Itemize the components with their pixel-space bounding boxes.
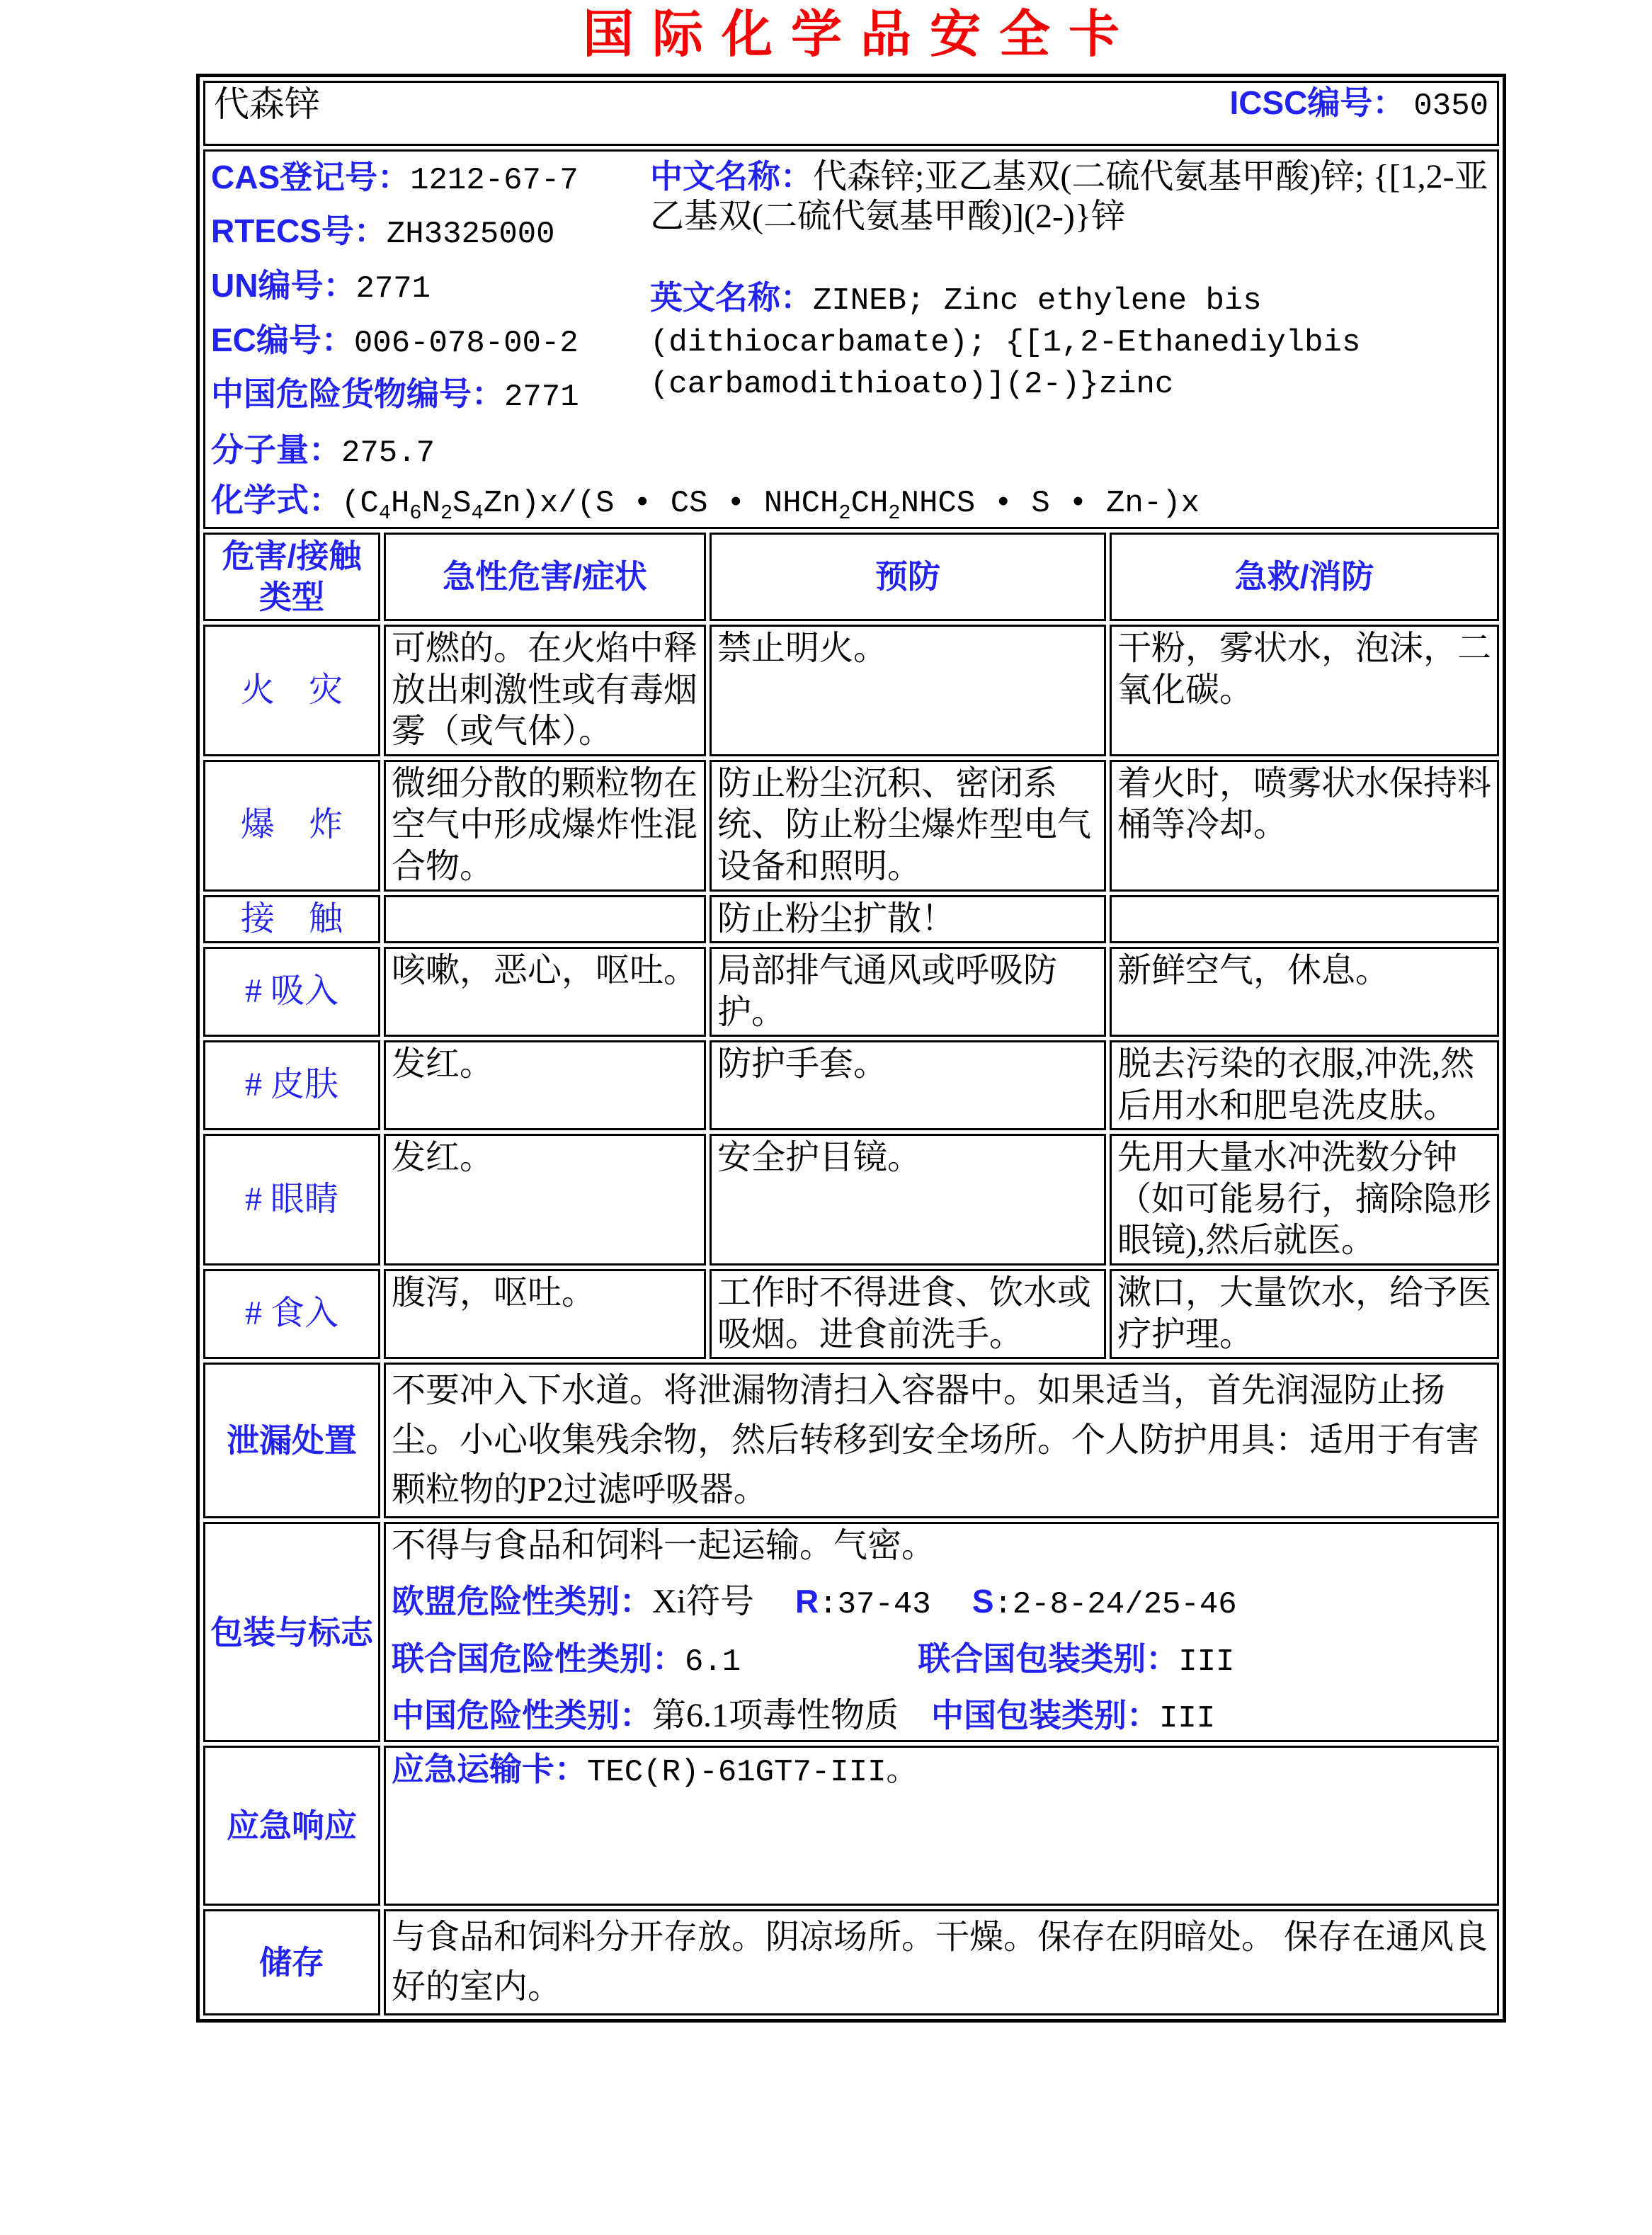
storage-row [203, 1909, 1499, 2015]
cn-pack-group-value: III [1159, 1701, 1216, 1737]
packaging-row [203, 1522, 1499, 1742]
registry-ids [211, 157, 650, 428]
icsc-card [196, 6, 1506, 2023]
explosion-prevention: 防止粉尘沉积、密闭系统、防止粉尘爆炸型电气设备和照明。 [710, 760, 1106, 892]
hazard-type-exposure: 接 触 [203, 895, 380, 944]
packaging-transport-note: 不得与食品和饲料一起运输。气密。 [392, 1527, 936, 1565]
col-header-symptoms: 急性危害/症状 [384, 533, 706, 621]
english-name-label: 英文名称： [650, 278, 813, 316]
cn-dg-line [211, 374, 650, 417]
hazard-type-skin: # 皮肤 [203, 1040, 380, 1130]
eyes-response: 先用大量水冲洗数分钟（如可能易行，摘除隐形眼镜),然后就医。 [1110, 1134, 1499, 1266]
skin-symptoms: 发红。 [384, 1040, 706, 1130]
ec-line [211, 320, 650, 363]
un-value: 2771 [355, 271, 431, 307]
s-phrase-label: S [972, 1582, 994, 1620]
chinese-name-label: 中文名称： [650, 157, 813, 195]
hazard-row-exposure [203, 895, 1499, 944]
identification-section [203, 149, 1499, 530]
chemical-names [650, 157, 1491, 428]
hazard-row-inhalation [203, 947, 1499, 1037]
inhalation-prevention: 局部排气通风或呼吸防护。 [710, 947, 1106, 1037]
fire-prevention: 禁止明火。 [710, 625, 1106, 756]
storage-label: 储存 [203, 1909, 380, 2015]
inhalation-symptoms: 咳嗽，恶心，呕吐。 [384, 947, 706, 1037]
transport-card-label: 应急运输卡： [392, 1750, 587, 1787]
cn-hazard-class-value: 第6.1项毒性物质 [652, 1697, 899, 1735]
explosion-response: 着火时，喷雾状水保持料桶等冷却。 [1110, 760, 1499, 892]
cn-hazard-class-label: 中国危险性类别： [392, 1697, 652, 1734]
english-name-value: ZINEB; Zinc ethylene bis (dithiocarbamate); {[1,2-Ethanediylbis (carbamodithioato)](2-)}zinc [650, 283, 1361, 402]
icsc-table [196, 74, 1506, 2023]
hazard-row-explosion [203, 760, 1499, 892]
ec-value: 006-078-00-2 [353, 325, 579, 361]
un-line [211, 266, 650, 309]
chinese-name-line [650, 157, 1491, 237]
chinese-name-value: 代森锌;亚乙基双(二硫代氨基甲酸)锌; {[1,2-亚乙基双(二硫代氨基甲酸)](2-)}锌 [650, 157, 1488, 236]
ingestion-response: 漱口，大量饮水，给予医疗护理。 [1110, 1269, 1499, 1359]
exposure-symptoms [384, 895, 706, 944]
rtecs-label: RTECS号： [211, 212, 387, 250]
un-pack-group-value: III [1178, 1644, 1235, 1680]
un-class-line [392, 1639, 1491, 1682]
icsc-label: ICSC编号： [1229, 84, 1406, 121]
spill-row [203, 1363, 1499, 1518]
eu-hazard-line [392, 1581, 1491, 1625]
emergency-content [384, 1746, 1499, 1906]
cas-value: 1212-67-7 [410, 162, 579, 198]
hazard-row-skin [203, 1040, 1499, 1130]
hazard-row-eyes [203, 1134, 1499, 1266]
eyes-prevention: 安全护目镜。 [710, 1134, 1106, 1266]
skin-response: 脱去污染的衣服,冲洗,然后用水和肥皂洗皮肤。 [1110, 1040, 1499, 1130]
hazard-type-inhalation: # 吸入 [203, 947, 380, 1037]
substance-name: 代森锌 [214, 84, 320, 124]
transport-card-value: TEC(R)-61GT7-III。 [587, 1754, 918, 1790]
eyes-symptoms: 发红。 [384, 1134, 706, 1266]
un-hazard-class-label: 联合国危险性类别： [392, 1639, 685, 1677]
eu-class-value: Xi符号 [652, 1582, 755, 1620]
packaging-label: 包装与标志 [203, 1522, 380, 1742]
molecular-weight-value: 275.7 [341, 435, 435, 471]
s-phrase-value: :2-8-24/25-46 [993, 1586, 1237, 1622]
eu-class-label: 欧盟危险性类别： [392, 1582, 652, 1620]
molecular-weight-line [211, 430, 1491, 473]
emergency-row [203, 1746, 1499, 1906]
page-title: 国际化学品安全卡 [582, 6, 1138, 63]
cn-pack-group-label: 中国包装类别： [931, 1697, 1160, 1734]
col-header-prevention: 预防 [710, 533, 1106, 621]
substance-band [203, 81, 1499, 146]
cas-label: CAS登记号： [211, 158, 411, 195]
ec-label: EC编号： [211, 321, 354, 358]
chemical-formula-label: 化学式： [211, 481, 341, 518]
spill-label: 泄漏处置 [203, 1363, 380, 1518]
un-hazard-class-value: 6.1 [685, 1644, 741, 1680]
packaging-content [384, 1522, 1499, 1742]
spill-text: 不要冲入下水道。将泄漏物清扫入容器中。如果适当，首先润湿防止扬尘。小心收集残余物，然后转移到安全场所。个人防护用具：适用于有害颗粒物的P2过滤呼吸器。 [384, 1363, 1499, 1518]
col-header-hazard-type: 危害/接触类型 [203, 533, 380, 621]
skin-prevention: 防护手套。 [710, 1040, 1106, 1130]
hazard-type-fire: 火 灾 [203, 625, 380, 756]
hazard-type-ingestion: # 食入 [203, 1269, 380, 1359]
exposure-prevention: 防止粉尘扩散！ [710, 895, 1106, 944]
chemical-formula-line [211, 480, 1491, 526]
hazard-type-explosion: 爆 炸 [203, 760, 380, 892]
rtecs-value: ZH3325000 [386, 217, 555, 253]
rtecs-line [211, 211, 650, 254]
exposure-response [1110, 895, 1499, 944]
inhalation-response: 新鲜空气，休息。 [1110, 947, 1499, 1037]
fire-response: 干粉，雾状水，泡沫，二氧化碳。 [1110, 625, 1499, 756]
cn-class-line [392, 1695, 1491, 1739]
col-header-firstaid: 急救/消防 [1110, 533, 1499, 621]
r-phrase-value: :37-43 [819, 1586, 931, 1622]
chemical-formula-value: $(C_4H_6N_2S_4Zn)x/(S$ • CS • $NHCH_2CH_2NHCS$ • S • Zn-)x [341, 485, 1200, 525]
icsc-number-group [1230, 83, 1489, 126]
molecular-weight-label: 分子量： [211, 431, 341, 468]
english-name-line [650, 278, 1491, 404]
emergency-label: 应急响应 [203, 1746, 380, 1906]
fire-symptoms: 可燃的。在火焰中释放出刺激性或有毒烟雾（或气体）。 [384, 625, 706, 756]
ingestion-prevention: 工作时不得进食、饮水或吸烟。进食前洗手。 [710, 1269, 1106, 1359]
un-pack-group-label: 联合国包装类别： [918, 1639, 1179, 1677]
hazard-type-eyes: # 眼睛 [203, 1134, 380, 1266]
cn-dg-label: 中国危险货物编号： [211, 375, 504, 413]
r-phrase-label: R [795, 1582, 819, 1620]
ingestion-symptoms: 腹泻，呕吐。 [384, 1269, 706, 1359]
storage-text: 与食品和饲料分开存放。阴凉场所。干燥。保存在阴暗处。 保存在通风良好的室内。 [384, 1909, 1499, 2015]
cas-line [211, 157, 650, 200]
cn-dg-value: 2771 [504, 380, 579, 416]
un-label: UN编号： [211, 266, 356, 304]
icsc-number: 0350 [1413, 88, 1489, 124]
explosion-symptoms: 微细分散的颗粒物在空气中形成爆炸性混合物。 [384, 760, 706, 892]
hazard-row-ingestion [203, 1269, 1499, 1359]
hazard-row-fire [203, 625, 1499, 756]
